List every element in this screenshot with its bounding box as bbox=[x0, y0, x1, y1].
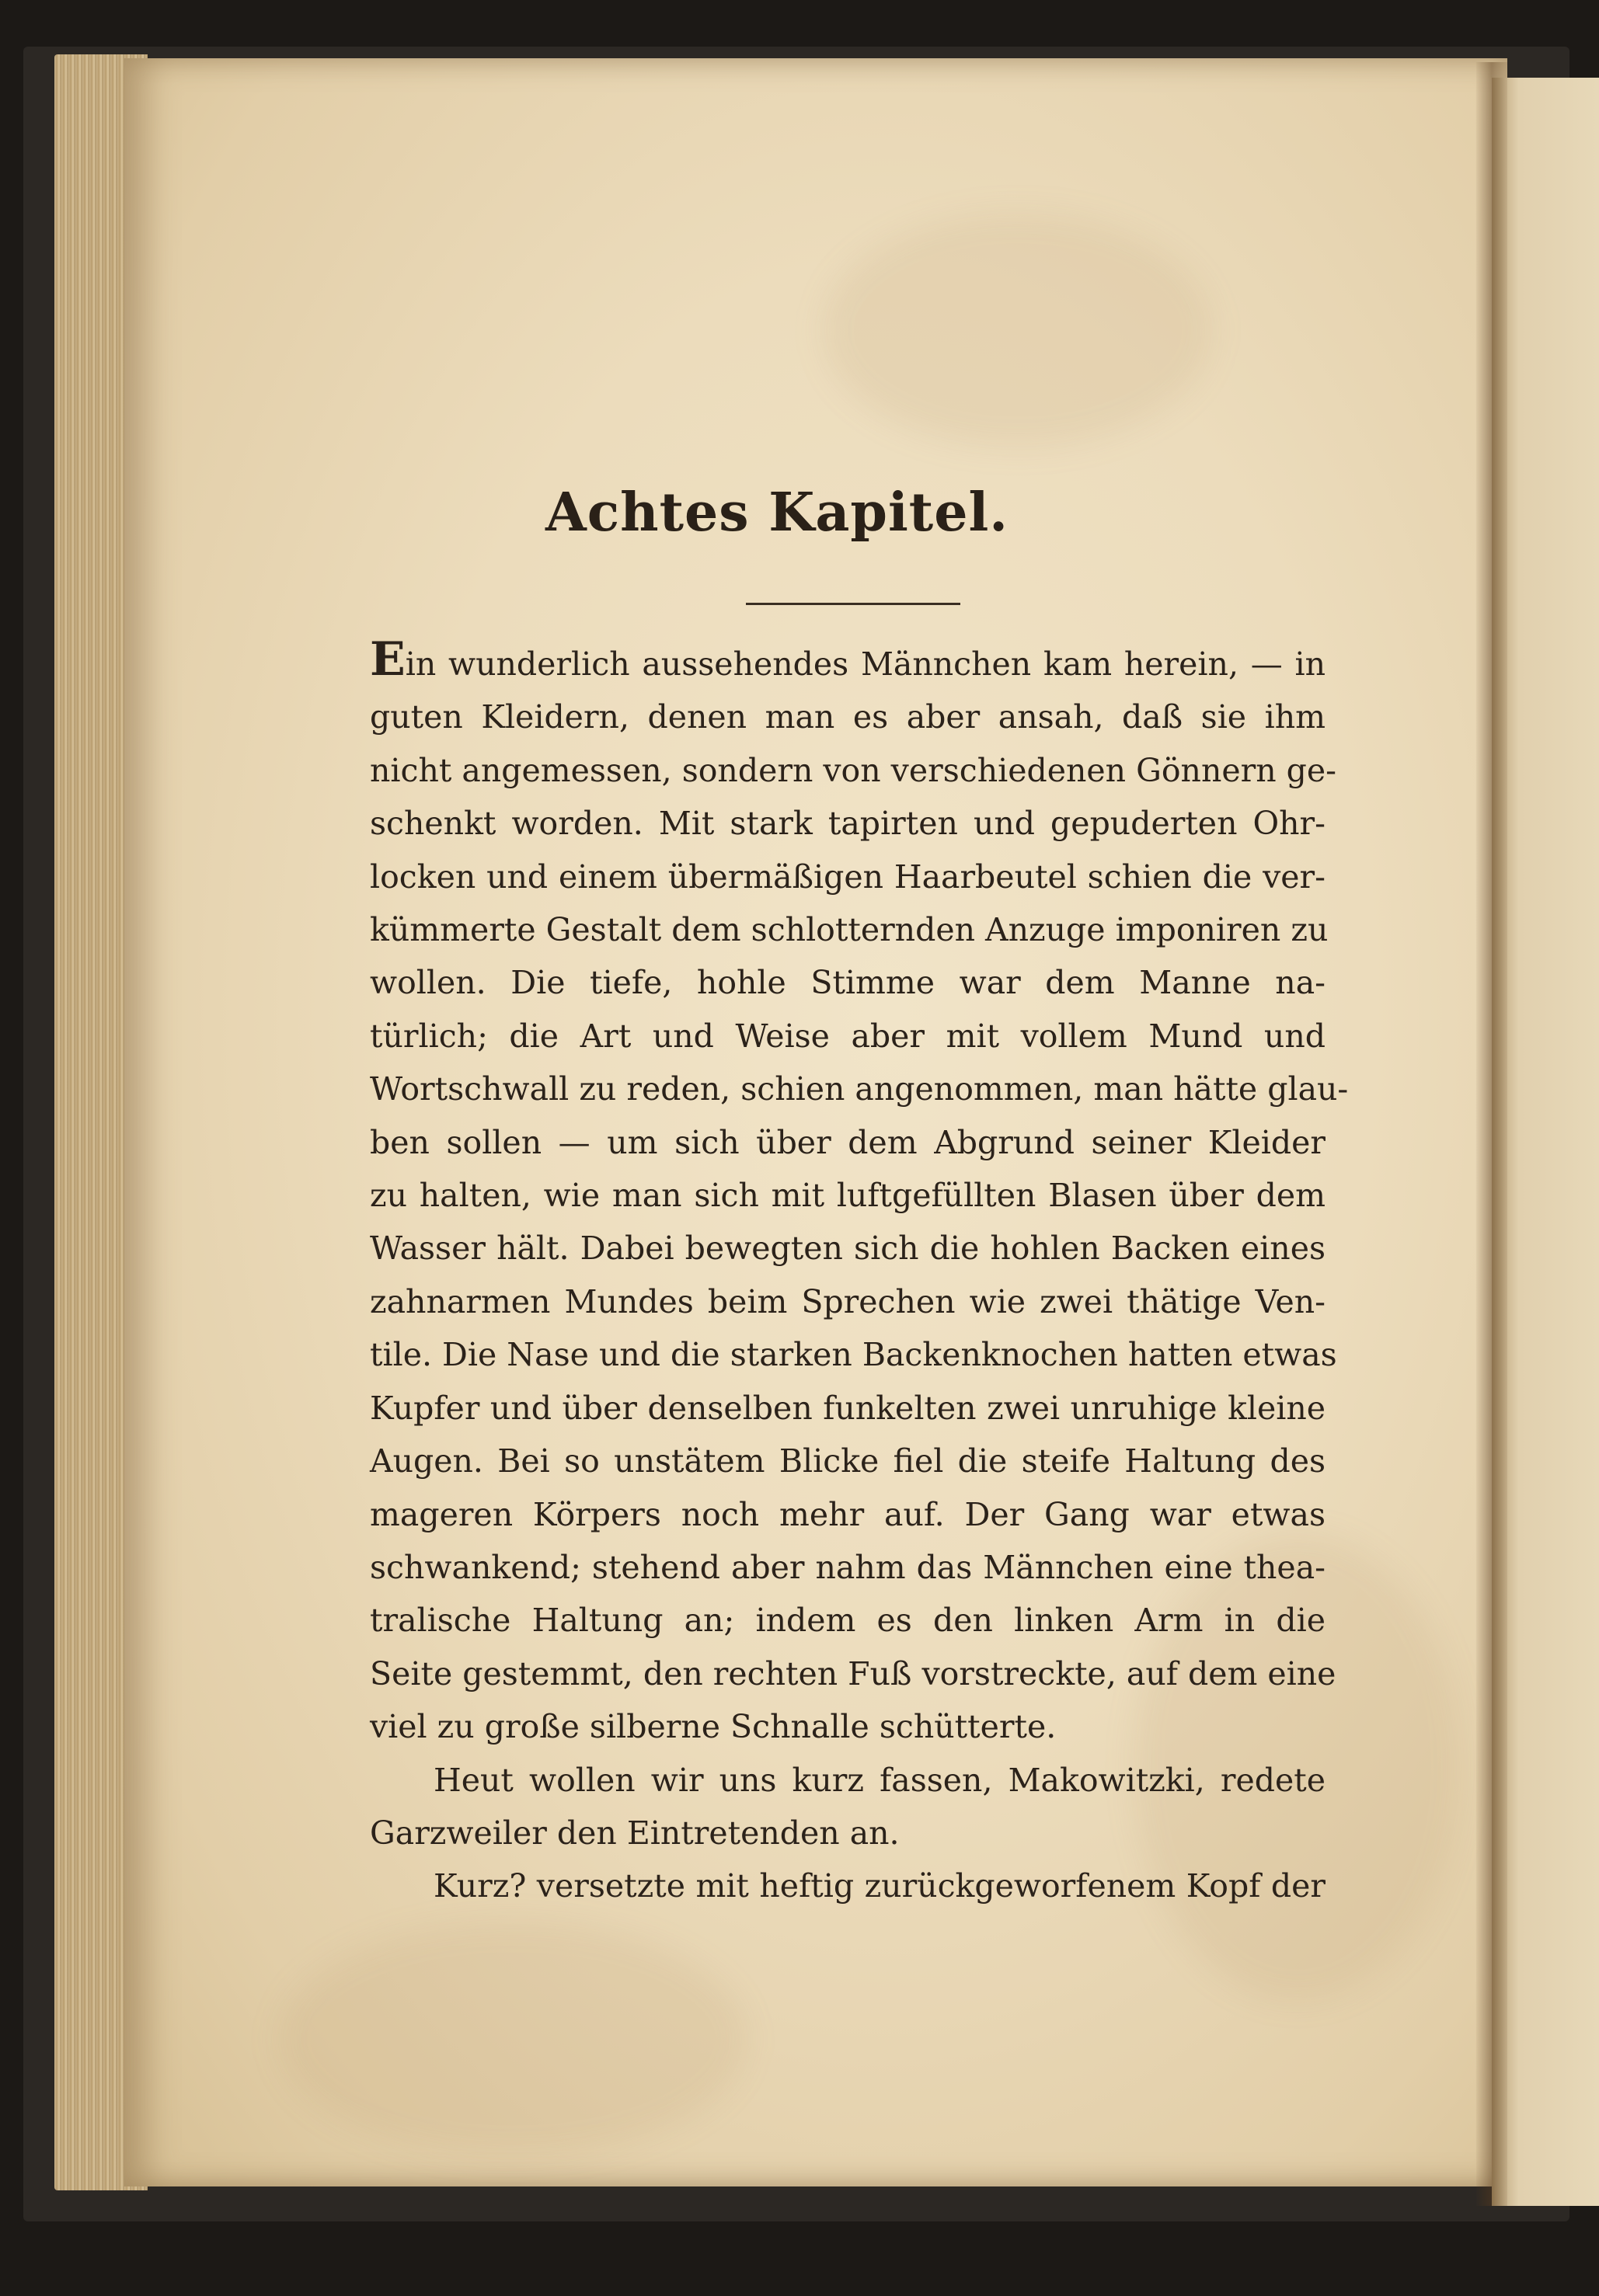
title-rule bbox=[746, 603, 960, 605]
text-line: Garzweiler den Eintretenden an. bbox=[370, 1814, 900, 1852]
text-line: Heut wollen wir uns kurz fassen, Makowitzki, redete bbox=[434, 1761, 1326, 1799]
text-line: wollen. Die tiefe, hohle Stimme war dem Manne na- bbox=[370, 964, 1326, 1002]
text-line: Seite gestemmt, den rechten Fuß vorstreckte, auf dem eine bbox=[370, 1654, 1336, 1692]
text-line: Wortschwall zu reden, schien angenommen, man hätte glau- bbox=[370, 1070, 1349, 1108]
text-line: Kupfer und über denselben funkelten zwei unruhige kleine bbox=[370, 1389, 1326, 1427]
text-line: zu halten, wie man sich mit luftgefüllten Blasen über dem bbox=[370, 1177, 1326, 1215]
text-line: schwankend; stehend aber nahm das Männchen eine thea- bbox=[370, 1548, 1326, 1586]
text-line: tralische Haltung an; indem es den linken Arm in die bbox=[370, 1602, 1326, 1640]
paper-stain bbox=[280, 1922, 746, 2155]
text-line: zahnarmen Mundes beim Sprechen wie zwei thätige Ven- bbox=[370, 1282, 1326, 1320]
drop-cap: E bbox=[370, 632, 406, 687]
facing-page-edge bbox=[1492, 78, 1599, 2206]
text-line: Ein wunderlich aussehendes Männchen kam herein, — in bbox=[370, 632, 1326, 687]
text-line: nicht angemessen, sondern von verschiedenen Gönnern ge- bbox=[370, 751, 1337, 789]
text-line: türlich; die Art und Weise aber mit vollem Mund und bbox=[370, 1017, 1326, 1055]
paper-stain bbox=[824, 214, 1212, 447]
text-line: locken und einem übermäßigen Haarbeutel schien die ver- bbox=[370, 858, 1326, 896]
text-line: viel zu große silberne Schnalle schütterte. bbox=[370, 1708, 1057, 1746]
text-line: ben sollen — um sich über dem Abgrund seiner Kleider bbox=[370, 1123, 1326, 1161]
text-line: Augen. Bei so unstätem Blicke fiel die steife Haltung des bbox=[370, 1442, 1326, 1480]
text-line: mageren Körpers noch mehr auf. Der Gang war etwas bbox=[370, 1495, 1326, 1533]
text-line: kümmerte Gestalt dem schlotternden Anzuge imponiren zu bbox=[370, 911, 1329, 949]
text-line: Kurz? versetzte mit heftig zurückgeworfenem Kopf der bbox=[434, 1867, 1326, 1905]
text-line: Wasser hält. Dabei bewegten sich die hohlen Backen eines bbox=[370, 1230, 1326, 1268]
chapter-title: Achtes Kapitel. bbox=[545, 482, 1009, 544]
book-gutter bbox=[1476, 62, 1507, 2206]
body-text bbox=[370, 632, 1349, 1913]
text-line: schenkt worden. Mit stark tapirten und gepuderten Ohr- bbox=[370, 805, 1326, 843]
text-line: guten Kleidern, denen man es aber ansah, daß sie ihm bbox=[370, 698, 1326, 736]
text-line: tile. Die Nase und die starken Backenknochen hatten etwas bbox=[370, 1336, 1337, 1374]
